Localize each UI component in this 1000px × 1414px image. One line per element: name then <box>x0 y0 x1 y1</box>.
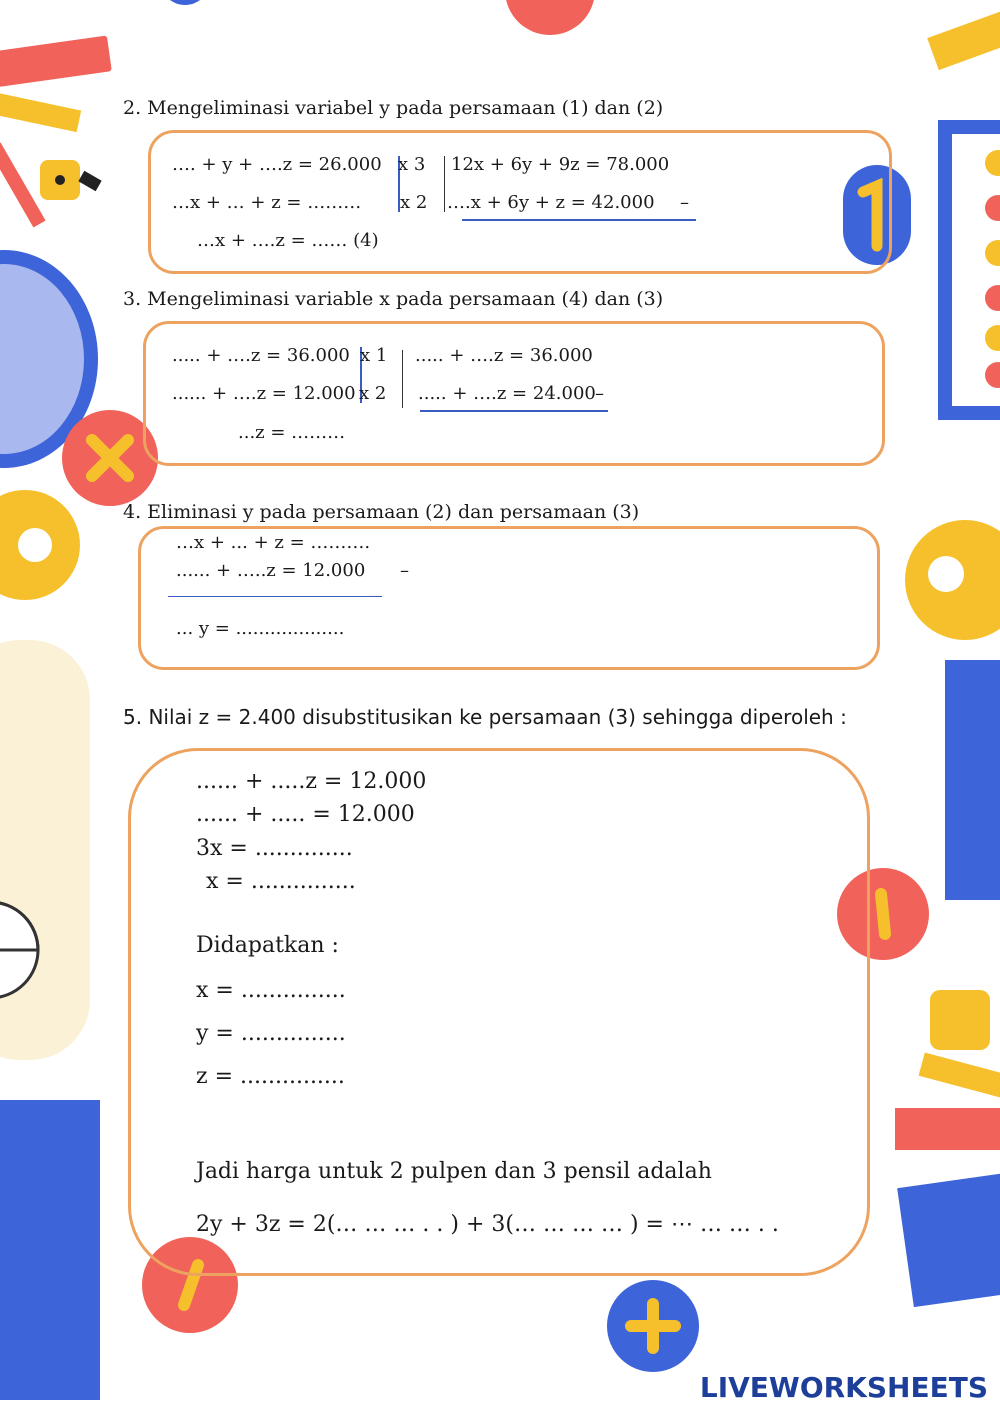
section5-box <box>128 748 870 1276</box>
section2-right-line-1: 12x + 6y + 9z = 78.000 <box>451 154 670 175</box>
decor-red-circle-top <box>505 0 595 35</box>
section2-heading: 2. Mengeliminasi variabel y pada persamaan (1) dan (2) <box>123 97 664 119</box>
decor-plus-icon <box>605 1278 701 1374</box>
decor-pie-icon <box>0 895 50 1005</box>
section3-left-line-1: ..... + ….z = 36.000 <box>172 345 350 366</box>
section3-underline <box>420 410 608 412</box>
section4-result: ... y = ................... <box>176 618 345 639</box>
section5-step-2: ...... + ..... = 12.000 <box>196 802 415 827</box>
section3-right-line-1: ..... + ….z = 36.000 <box>415 345 593 366</box>
section5-result-y: y = ............... <box>196 1021 346 1046</box>
decor-compass-right-icon <box>930 990 990 1050</box>
section5-result-x: x = ............... <box>196 978 346 1003</box>
section4-heading: 4. Eliminasi y pada persamaan (2) dan persamaan (3) <box>123 501 640 523</box>
section5-step-3: 3x = .............. <box>196 836 353 861</box>
decor-ring-hole-right <box>928 556 964 592</box>
section5-conclusion: Jadi harga untuk 2 pulpen dan 3 pensil adalah <box>196 1159 712 1184</box>
section5-result-z: z = ............... <box>196 1064 345 1089</box>
decor-pencil-right-icon <box>927 4 1000 70</box>
section2-left-line-1: …. + y + ….z = 26.000 <box>172 154 382 175</box>
section2-left-line-3: …x + ….z = …… (4) <box>197 230 379 251</box>
decor-ruler-right-icon <box>895 1108 1000 1150</box>
section2-mult-2: x 2 <box>400 192 428 213</box>
decor-blue-circle-top <box>160 0 210 5</box>
decor-prism-icon <box>0 1100 100 1400</box>
decor-ruler-icon <box>0 35 112 90</box>
section4-underline <box>168 596 382 597</box>
section5-final-equation: 2y + 3z = 2(… … … . . ) + 3(… … … … ) = ⋯ … … . . <box>196 1212 779 1237</box>
decor-pencil-right2-icon <box>919 1052 1000 1101</box>
section3-minus-sign: – <box>595 383 604 404</box>
section2-mult-1: x 3 <box>398 154 426 175</box>
decor-ring-hole <box>18 528 52 562</box>
section5-heading: 5. Nilai z = 2.400 disubstitusikan ke persamaan (3) sehingga diperoleh : <box>123 705 847 729</box>
section4-line-2: ...... + …..z = 12.000 <box>176 560 366 581</box>
section2-left-line-2: …x + … + z = ……… <box>172 192 362 213</box>
section3-left-line-3: ...z = ……… <box>238 422 346 443</box>
section4-line-1: …x + ... + z = ………. <box>176 532 371 553</box>
section2-underline <box>462 219 696 221</box>
section2-right-line-2: ….x + 6y + z = 42.000 <box>447 192 655 213</box>
decor-compass-icon <box>0 120 110 240</box>
section3-divider-right <box>402 350 403 408</box>
section3-mult-1: x 1 <box>360 345 388 366</box>
section2-minus-sign: – <box>680 192 689 213</box>
section3-right-line-2: ..... + ….z = 24.000 <box>418 383 596 404</box>
decor-box-icon <box>945 660 1000 900</box>
section3-left-line-2: ...... + ….z = 12.000 <box>172 383 356 404</box>
section4-minus-sign: – <box>400 560 409 581</box>
section5-step-1: ...... + .....z = 12.000 <box>196 769 427 794</box>
section5-step-4: x = ............... <box>206 869 356 894</box>
section5-didapatkan: Didapatkan : <box>196 933 339 958</box>
liveworksheets-logo: LIVEWORKSHEETS <box>699 1371 988 1404</box>
section2-divider-right <box>444 156 445 212</box>
section3-heading: 3. Mengeliminasi variable x pada persamaan (4) dan (3) <box>123 288 664 310</box>
decor-ruler-blue-icon <box>897 1173 1000 1307</box>
section3-mult-2: x 2 <box>359 383 387 404</box>
